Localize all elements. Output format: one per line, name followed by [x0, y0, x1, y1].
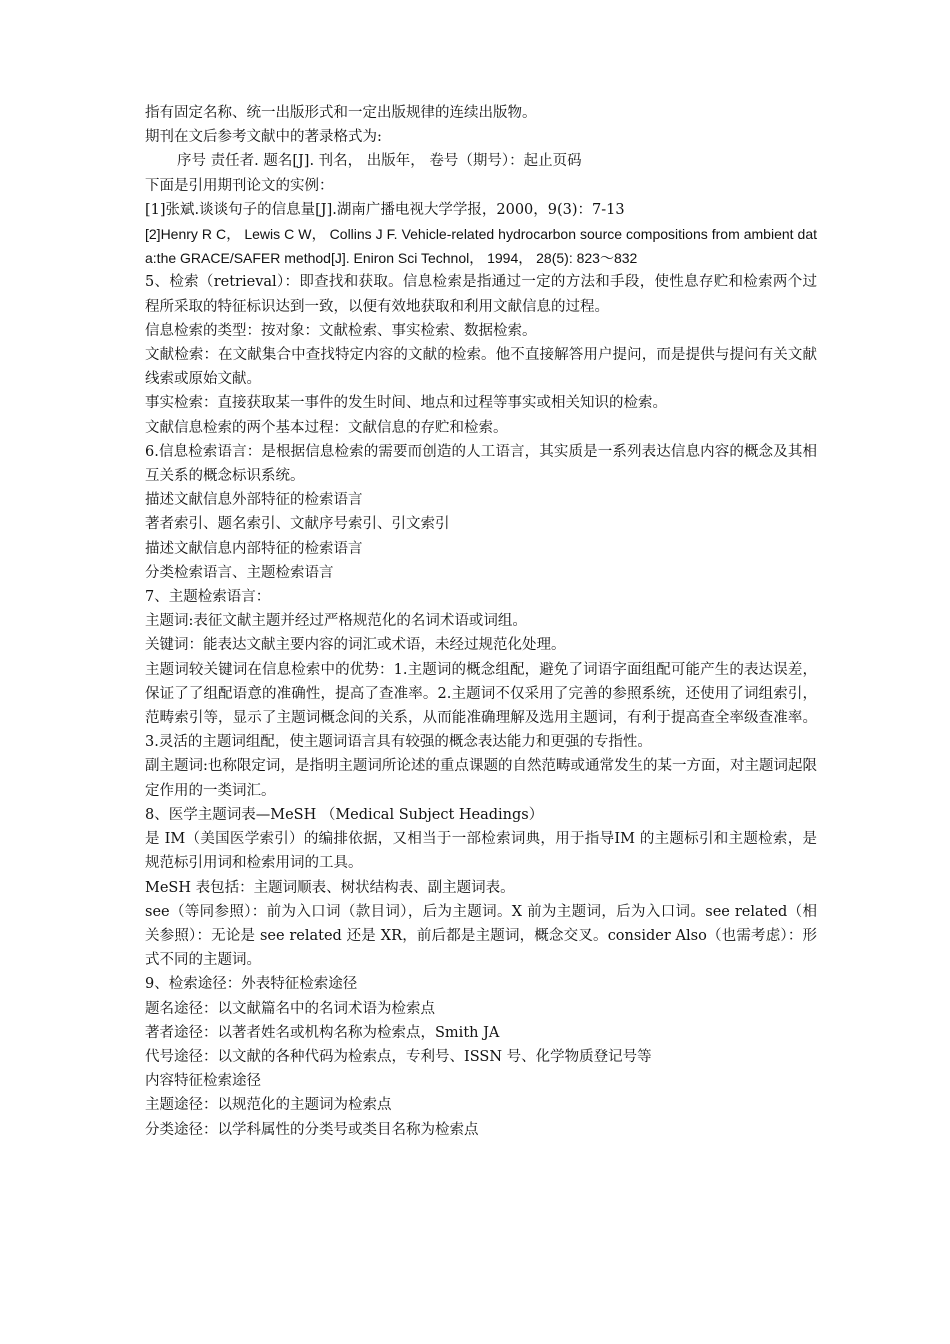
citation-format-line: 序号 责任者. 题名[J]. 刊名， 出版年， 卷号（期号）：起止页码	[177, 153, 582, 170]
citation-example-2: [2]Henry R C， Lewis C W， Collins J F. Vehicle-related hydrocarbon source compositions from ambient data:the GRACE/SAFER method[J]. Eniron Sci Technol， 1994， 28(5): 823～832	[145, 226, 817, 267]
document-body	[145, 101, 817, 1142]
text-line: 代号途径：以文献的各种代码为检索点，专利号、ISSN 号、化学物质登记号等	[145, 1048, 652, 1065]
text-line: 文献信息检索的两个基本过程：文献信息的存贮和检索。	[145, 419, 508, 436]
section-heading: 9、检索途径：外表特征检索途径	[145, 976, 358, 993]
paragraph-document-retrieval: 文献检索：在文献集合中查找特定内容的文献的检索。他不直接解答用户提问，而是提供与提问有关文献线索或原始文献。	[145, 347, 817, 388]
section-heading: 8、医学主题词表—MeSH （Medical Subject Headings）	[145, 806, 544, 823]
citation-example-1: [1]张斌.谈谈句子的信息量[J].湖南广播电视大学学报，2000，9(3)：7-13	[145, 201, 625, 218]
paragraph-advantages: 主题词较关键词在信息检索中的优势：1.主题词的概念组配，避免了词语字面组配可能产生的表达误差，保证了了组配语意的准确性，提高了查准率。2.主题词不仅采用了完善的参照系统，还使用了词组索引，范畴索引等，显示了主题词概念间的关系，从而能准确理解及选用主题词，有利于提高查全率级查准率。3.灵活的主题词组配，使主题词语言具有较强的概念表达能力和更强的专指性。	[145, 661, 817, 751]
text-line: MeSH 表包括：主题词顺表、树状结构表、副主题词表。	[145, 879, 515, 896]
text-line: 描述文献信息内部特征的检索语言	[145, 540, 363, 557]
section-heading: 7、主题检索语言：	[145, 589, 271, 606]
text-line: 主题词:表征文献主题并经过严格规范化的名词术语或词组。	[145, 613, 527, 630]
paragraph-retrieval: 5、检索（retrieval）：即查找和获取。信息检索是指通过一定的方法和手段，使性息存贮和检索两个过程所采取的特征标识达到一致，以便有效地获取和利用文献信息的过程。	[145, 274, 817, 315]
text-line: 下面是引用期刊论文的实例：	[145, 177, 334, 194]
text-line: 指有固定名称、统一出版形式和一定出版规律的连续出版物。	[145, 105, 537, 121]
text-line: 描述文献信息外部特征的检索语言	[145, 492, 363, 509]
paragraph-retrieval-language: 6.信息检索语言：是根据信息检索的需要而创造的人工语言，其实质是一系列表达信息内容的概念及其相互关系的概念标识系统。	[145, 443, 817, 485]
text-line: 内容特征检索途径	[145, 1073, 261, 1090]
text-line: 信息检索的类型：按对象：文献检索、事实检索、数据检索。	[145, 322, 537, 339]
text-line: 主题途径：以规范化的主题词为检索点	[145, 1097, 392, 1114]
text-line: 分类途径：以学科属性的分类号或类目名称为检索点	[145, 1121, 479, 1138]
text-line: 题名途径：以文献篇名中的名词术语为检索点	[145, 1000, 435, 1017]
text-line: 著者途径：以著者姓名或机构名称为检索点，Smith JA	[145, 1024, 500, 1041]
text-line: 著者索引、题名索引、文献序号索引、引文索引	[145, 516, 450, 533]
paragraph-mesh: 是 IM（美国医学索引）的编排依据，又相当于一部检索词典，用于指导IM 的主题标引和主题检索，是规范标引用词和检索用词的工具。	[145, 831, 817, 872]
text-line: 事实检索：直接获取某一事件的发生时间、地点和过程等事实或相关知识的检索。	[145, 395, 667, 412]
text-line: 关键词：能表达文献主要内容的词汇或术语，未经过规范化处理。	[145, 637, 566, 654]
paragraph-see-references: see（等同参照）：前为入口词（款目词），后为主题词。X 前为主题词，后为入口词。see related（相关参照）：无论是 see related 还是 XR，前后都是主题词，概念交叉。consider Also（也需考虑）：形式不同的主题词。	[145, 903, 817, 969]
text-line: 期刊在文后参考文献中的著录格式为:	[145, 129, 382, 146]
text-line: 分类检索语言、主题检索语言	[145, 564, 334, 581]
paragraph-subheadings: 副主题词:也称限定词，是指明主题词所论述的重点课题的自然范畴或通常发生的某一方面，对主题词起限定作用的一类词汇。	[145, 758, 817, 799]
